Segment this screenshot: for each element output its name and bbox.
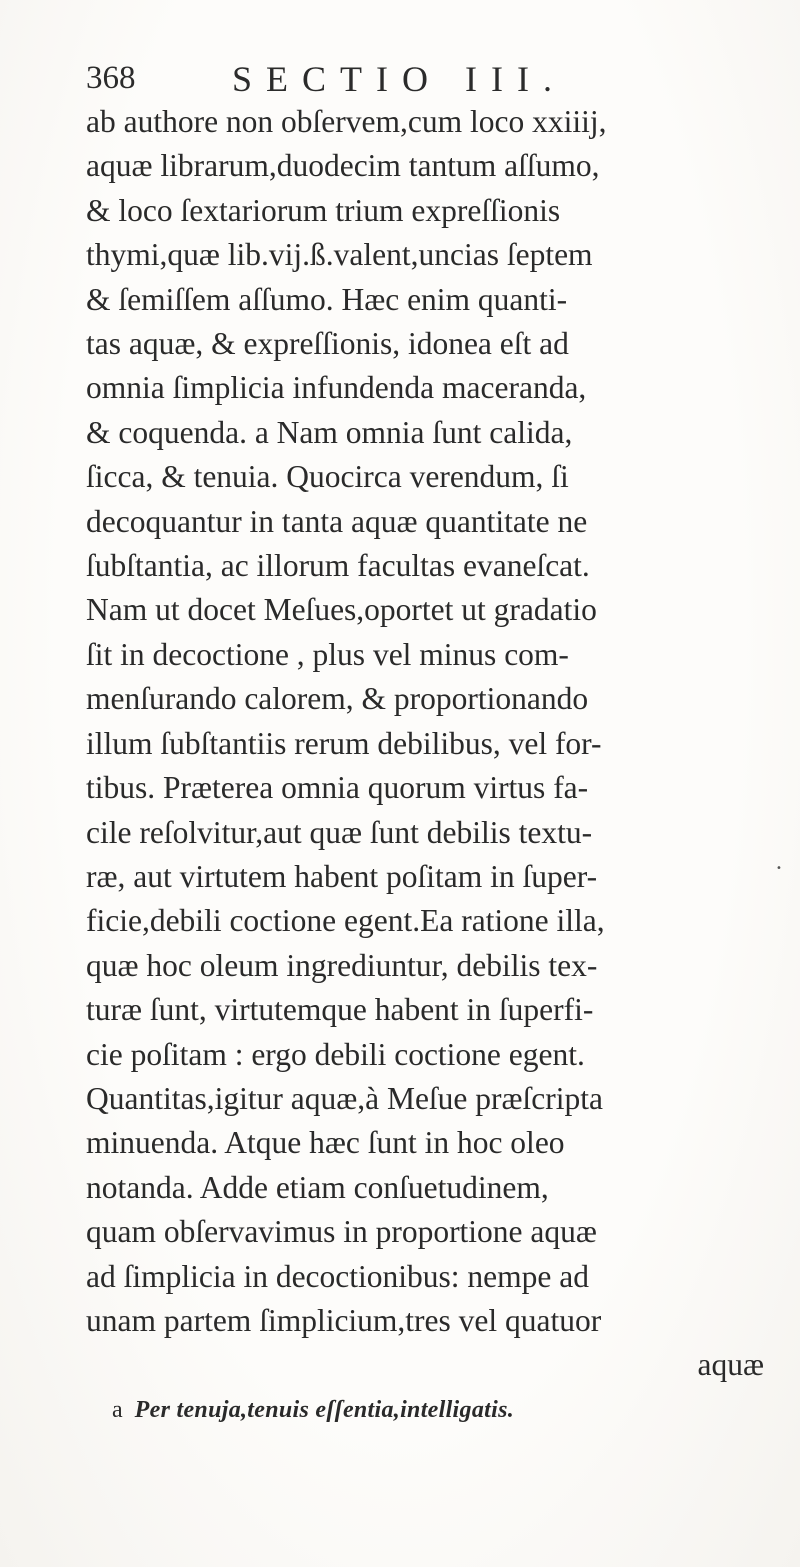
running-head: SECTIO III. [232,59,566,99]
text-line: & loco ſextariorum trium expreſſionis [86,192,561,228]
text-line: ræ, aut virtutem habent poſitam in ſuper- [86,858,598,894]
text-line: menſurando calorem, & proportionando [86,681,589,717]
text-line: unam partem ſimplicium,tres vel quatuor [86,1302,602,1338]
text-line: Quantitas,igitur aquæ,à Meſue præſcripta [86,1080,603,1116]
text-line: quam obſervavimus in proportione aquæ [86,1214,597,1250]
text-line: & ſemiſſem aſſumo. Hæc enim quanti- [86,281,568,317]
text-line: aquæ librarum,duodecim tantum aſſumo, [86,148,600,184]
text-line: cile reſolvitur,aut quæ ſunt debilis textu- [86,814,593,850]
text-line: cie poſitam : ergo debili coctione egent. [86,1036,585,1072]
text-line: ſubſtantia, ac illorum facultas evaneſcat. [86,548,590,584]
text-line: thymi,quæ lib.vij.ß.valent,uncias ſeptem [86,237,593,273]
text-line: turæ ſunt, virtutemque habent in ſuperfi- [86,992,594,1028]
text-line: omnia ſimplicia infundenda maceranda, [86,370,587,406]
text-line: minuenda. Atque hæc ſunt in hoc oleo [86,1125,565,1161]
text-line: ſicca, & tenuia. Quocirca verendum, ſi [86,459,569,495]
text-line: Nam ut docet Meſues,oportet ut gradatio [86,592,597,628]
footnote-text: Per tenuja,tenuis eſſentia,intelligatis. [134,1397,515,1423]
text-line: tibus. Præterea omnia quorum virtus fa- [86,770,589,806]
page-number: 368 [86,60,136,96]
text-line: ab authore non obſervem,cum loco xxiiij, [86,104,607,139]
footnote [112,1397,772,1424]
catchword: aquæ [697,1347,764,1383]
text-line: & coquenda. a Nam omnia ſunt calida, [86,414,573,450]
text-line: ſit in decoctione , plus vel minus com- [86,636,569,672]
text-line: ad ſimplicia in decoctionibus: nempe ad [86,1258,589,1294]
margin-dot-icon: • [776,863,782,874]
body-text [86,100,766,1388]
text-line: illum ſubſtantiis rerum debilibus, vel for- [86,725,602,761]
text-line: quæ hoc oleum ingrediuntur, debilis tex- [86,947,598,983]
text-line: tas aquæ, & expreſſionis, idonea eſt ad [86,326,569,362]
text-line: ficie,debili coctione egent.Ea ratione illa, [86,903,605,939]
text-line: decoquantur in tanta aquæ quantitate ne [86,503,588,539]
page-header [86,58,746,104]
footnote-marker: a [112,1397,123,1423]
text-line: notanda. Adde etiam conſuetudinem, [86,1169,549,1205]
